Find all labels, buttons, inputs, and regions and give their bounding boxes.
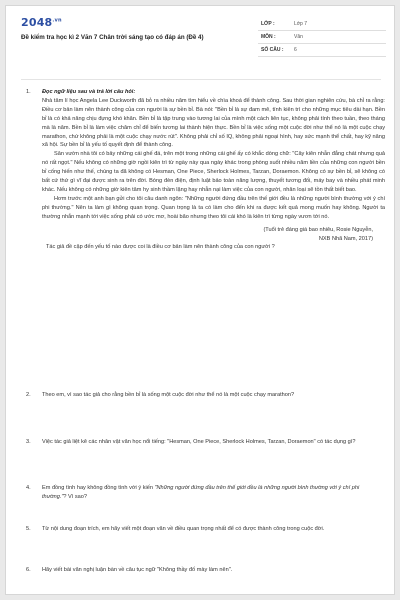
passage-paragraph-3: Hơm trước một anh bạn gửi cho tôi câu danh ngôn: "Những người đứng đầu trên thế giới đều là những người bình thường với ý chí phi thường." Nên ta làm gì không quan trọng. Quan trọng là ta có làm cho đến khi ra được kết quả mong muốn hay không. Người ta thường nhắn mạnh tới việc sống phải có ước mơ, hoài bão nhưng theo tôi cái khó là kiên trì từng ngày vươn tới nó. bbox=[42, 195, 385, 220]
question-number: 3. bbox=[26, 439, 31, 445]
question-number: 1. bbox=[26, 89, 31, 95]
question-text: Việc tác giả liệt kê các nhân vật văn học nổi tiếng: "Hesman, One Piece, Sherlock Holmes, Tarzan, Doraemon" có tác dụng gì? bbox=[42, 439, 356, 445]
question-number: 6. bbox=[26, 567, 31, 573]
passage-source: (Tuổi trẻ đáng giá bao nhiêu, Rosie Nguyễn, bbox=[263, 226, 373, 233]
info-row-class bbox=[258, 18, 386, 31]
passage-source-publisher: NXB Nhã Nam, 2017) bbox=[318, 235, 373, 242]
question-number: 2. bbox=[26, 392, 31, 398]
site-logo[interactable] bbox=[21, 16, 62, 29]
question-text bbox=[42, 484, 385, 502]
info-value: 6 bbox=[294, 47, 297, 53]
question-text: Theo em, vì sao tác giả cho rằng bền bỉ là sống một cuộc đời như thể nó là một cuộc chạy marathon? bbox=[42, 392, 295, 398]
info-table bbox=[258, 18, 386, 57]
logo-text: 2048 bbox=[21, 16, 53, 29]
question-body bbox=[42, 88, 385, 252]
info-label: SỐ CÂU : bbox=[261, 47, 284, 53]
logo-suffix: .vn bbox=[52, 17, 62, 24]
question-text: Tác giả đề cập đến yếu tố nào được coi là điều cơ bản làm nên thành công của con người ? bbox=[46, 244, 275, 251]
question-text-tail: ? Vì sao? bbox=[63, 493, 87, 500]
passage-instruction: Đọc ngữ liệu sau và trả lời câu hỏi: bbox=[42, 89, 136, 95]
info-label: LỚP : bbox=[261, 21, 275, 27]
info-value: Lớp 7 bbox=[294, 21, 308, 27]
info-row-subject bbox=[258, 31, 386, 44]
quoted-saying: "Những người đứng đầu trên thế giới đều là những người bình thường với ý chí phi thường." bbox=[42, 485, 360, 500]
passage-paragraph-2: Sân vườn nhà tôi có bảy những cái ghế đá, trên một trong những cái ghế ấy có khắc dòng chữ: "Cây kiên nhẫn đắng chát nhưng quả nó rất ngọt." Nếu không có những giờ ngồi kiên trì từ ngày này qua ngày khác trong phòng suốt nhiều năm liền của những con người bền bỉ cống hiến như thế, chúng ta đã không có Hesman, One Piece, Sherlock Holmes, Tarzan, Doraemon. Không có sự bền bỉ, sẽ không có bất cứ thứ gì vĩ đại được sinh ra trên đời. Bóng đèn điện, định luật bảo toàn năng lượng, thuyết tương đối, máy bay và nhiều phát minh khác. Nếu không có những giờ kiên tâm hy sinh thầm lặng hay nhẫn nại làm việc của con người, nhân loại sẽ tồn thất biết bao. bbox=[42, 151, 385, 193]
question-number: 5. bbox=[26, 526, 31, 532]
document-title: Đề kiểm tra học kì 2 Văn 7 Chân trời sáng tạo có đáp án (Đề 4) bbox=[21, 34, 204, 41]
page-header bbox=[6, 6, 396, 74]
header-divider bbox=[21, 79, 381, 80]
question-text-lead: Em đồng tình hay không đồng tình với ý kiến bbox=[42, 485, 155, 491]
document-page bbox=[5, 5, 395, 595]
question-text: Hãy viết bài văn nghị luận bàn về câu tục ngữ "Không thầy đố mày làm nên". bbox=[42, 567, 233, 573]
question-number: 4. bbox=[26, 485, 31, 491]
passage-paragraph-1: Nhà tâm lí học Angela Lee Duckworth đã bỏ ra nhiều năm tìm hiểu về chìa khoá để thành công. Sau thời gian nghiên cứu, bà chỉ ra rằng: Điều cơ bản làm nên thành công của con người là sự bền bỉ. Bà nói: "Bền bỉ là sự đam mê, tính kiên trì cho những mục tiêu dài hạn. Bền bỉ là có khả năng chịu đựng khó khăn. Bền bỉ là tập trung vào tương lai của mình một cách liên tục, không phải tính theo tuần, theo tháng mà là năm. Bền bỉ là làm việc chăm chỉ để biến tương lai thành hiện thực. Bền bỉ là việc sống một cuộc đời như thể nó là một cuộc chạy marathon, chứ không phải là một cuộc chạy nước rút". Không phải chỉ số IQ, không phải ngoại hình, hay sức mạnh thể chất, hay kỹ năng xã hội. Sự bền bỉ là yếu tố quyết định để thành công. bbox=[42, 97, 385, 149]
info-row-question-count bbox=[258, 44, 386, 57]
question-text: Từ nội dung đoạn trích, em hãy viết một đoạn văn về điều quan trọng nhất để có được thành công trong cuộc đời. bbox=[42, 526, 325, 532]
info-value: Văn bbox=[294, 34, 303, 40]
info-label: MÔN : bbox=[261, 34, 276, 40]
